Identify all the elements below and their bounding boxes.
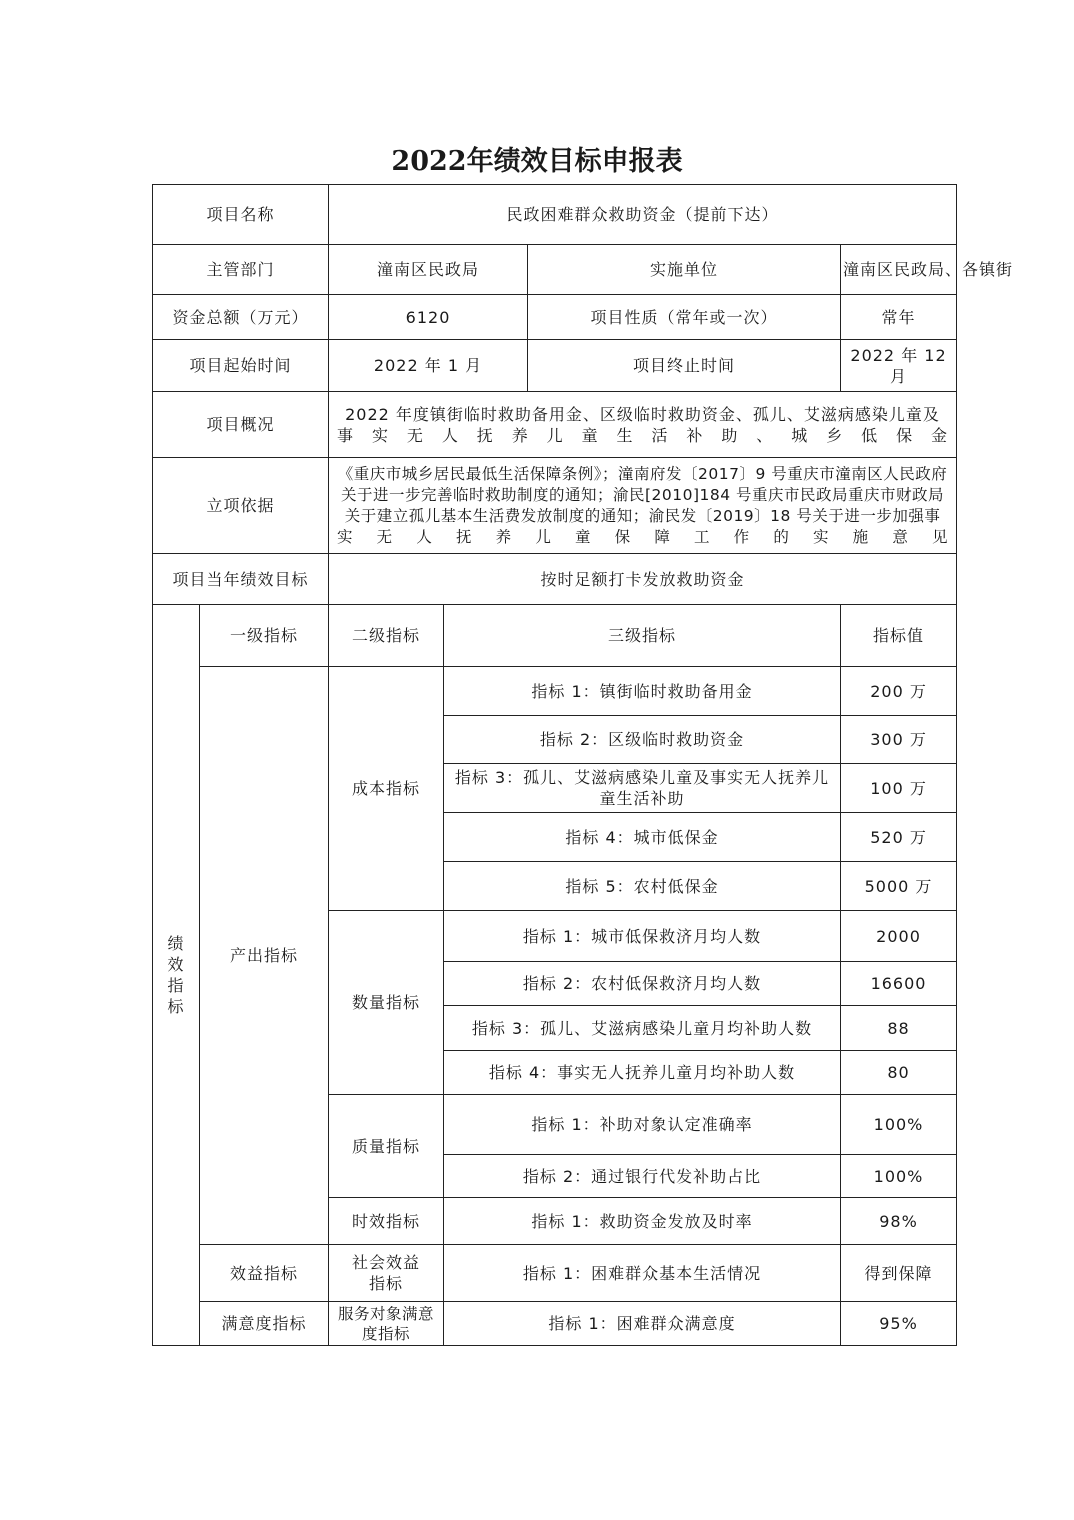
group-social-benefit: 社会效益指标 — [329, 1245, 444, 1302]
value-project-nature: 常年 — [841, 295, 957, 340]
indicator-name: 指标 2：区级临时救助资金 — [444, 716, 841, 764]
performance-goal-table — [152, 184, 1014, 1346]
table-row — [153, 1245, 957, 1302]
indicator-name: 指标 1：救助资金发放及时率 — [444, 1198, 841, 1245]
label-indicators-text: 绩效指标 — [167, 934, 185, 1016]
row-time — [153, 340, 957, 392]
indicator-name: 指标 1：困难群众基本生活情况 — [444, 1245, 841, 1302]
table-row — [153, 1302, 957, 1346]
header-value: 指标值 — [841, 605, 957, 667]
row-project-name — [153, 185, 957, 245]
header-level2: 二级指标 — [329, 605, 444, 667]
header-level3: 三级指标 — [444, 605, 841, 667]
indicator-value: 98% — [841, 1198, 957, 1245]
label-basis: 立项依据 — [153, 458, 329, 554]
label-department: 主管部门 — [153, 245, 329, 295]
indicator-value: 2000 — [841, 911, 957, 962]
indicator-value: 80 — [841, 1051, 957, 1095]
indicator-name: 指标 3：孤儿、艾滋病感染儿童及事实无人抚养儿童生活补助 — [444, 764, 841, 813]
row-department — [153, 245, 957, 295]
group-quantity: 数量指标 — [329, 911, 444, 1095]
indicator-value: 95% — [841, 1302, 957, 1346]
group-quality: 质量指标 — [329, 1095, 444, 1198]
indicator-value: 100% — [841, 1095, 957, 1155]
indicator-name: 指标 2：农村低保救济月均人数 — [444, 962, 841, 1006]
value-department: 潼南区民政局 — [329, 245, 528, 295]
row-basis — [153, 458, 957, 554]
row-funds — [153, 295, 957, 340]
label-project-nature: 项目性质（常年或一次） — [528, 295, 841, 340]
value-implementer: 潼南区民政局、各镇街 — [841, 245, 957, 295]
indicator-name: 指标 1：城市低保救济月均人数 — [444, 911, 841, 962]
group-output: 产出指标 — [200, 667, 329, 1245]
value-project-name: 民政困难群众救助资金（提前下达） — [329, 185, 957, 245]
label-implementer-text: 实施单位 — [650, 260, 719, 279]
row-annual-goal — [153, 554, 957, 605]
group-service-satisfaction: 服务对象满意度指标 — [329, 1302, 444, 1346]
label-implementer — [528, 245, 841, 295]
indicator-value: 5000 万 — [841, 862, 957, 911]
group-benefit: 效益指标 — [200, 1245, 329, 1302]
label-project-name: 项目名称 — [153, 185, 329, 245]
group-timeliness: 时效指标 — [329, 1198, 444, 1245]
row-indicator-header — [153, 605, 957, 667]
indicator-value: 300 万 — [841, 716, 957, 764]
label-annual-goal: 项目当年绩效目标 — [153, 554, 329, 605]
indicator-value: 100% — [841, 1155, 957, 1198]
group-cost: 成本指标 — [329, 667, 444, 911]
label-indicators — [153, 605, 200, 1346]
row-overview — [153, 392, 957, 458]
table-row — [153, 667, 957, 716]
label-start-time: 项目起始时间 — [153, 340, 329, 392]
value-basis: 《重庆市城乡居民最低生活保障条例》；潼南府发〔2017〕9 号重庆市潼南区人民政府关于进一步完善临时救助制度的通知；渝民[2010]184 号重庆市民政局重庆市财政局关于建立孤儿基本生活费发放制度的通知；渝民发〔2019〕18 号关于进一步加强事实无人抚养儿童保障工作的实施意见 — [329, 458, 957, 554]
indicator-value: 520 万 — [841, 813, 957, 862]
indicator-name: 指标 4：事实无人抚养儿童月均补助人数 — [444, 1051, 841, 1095]
indicator-value: 16600 — [841, 962, 957, 1006]
indicator-name: 指标 3：孤儿、艾滋病感染儿童月均补助人数 — [444, 1006, 841, 1051]
label-overview: 项目概况 — [153, 392, 329, 458]
group-satisfaction: 满意度指标 — [200, 1302, 329, 1346]
value-overview: 2022 年度镇街临时救助备用金、区级临时救助资金、孤儿、艾滋病感染儿童及事实无人抚养儿童生活补助、城乡低保金 — [329, 392, 957, 458]
label-end-time: 项目终止时间 — [528, 340, 841, 392]
indicator-value: 88 — [841, 1006, 957, 1051]
header-level1: 一级指标 — [200, 605, 329, 667]
indicator-name: 指标 1：补助对象认定准确率 — [444, 1095, 841, 1155]
indicator-name: 指标 4：城市低保金 — [444, 813, 841, 862]
value-annual-goal: 按时足额打卡发放救助资金 — [329, 554, 957, 605]
value-start-time: 2022 年 1 月 — [329, 340, 528, 392]
value-total-funds: 6120 — [329, 295, 528, 340]
indicator-value: 得到保障 — [841, 1245, 957, 1302]
indicator-name: 指标 2：通过银行代发补助占比 — [444, 1155, 841, 1198]
indicator-value: 100 万 — [841, 764, 957, 813]
label-total-funds: 资金总额（万元） — [153, 295, 329, 340]
value-end-time: 2022 年 12 月 — [841, 340, 957, 392]
indicator-name: 指标 5：农村低保金 — [444, 862, 841, 911]
page-title: 2022年绩效目标申报表 — [391, 146, 683, 177]
indicator-name: 指标 1：镇街临时救助备用金 — [444, 667, 841, 716]
indicator-name: 指标 1：困难群众满意度 — [444, 1302, 841, 1346]
indicator-value: 200 万 — [841, 667, 957, 716]
